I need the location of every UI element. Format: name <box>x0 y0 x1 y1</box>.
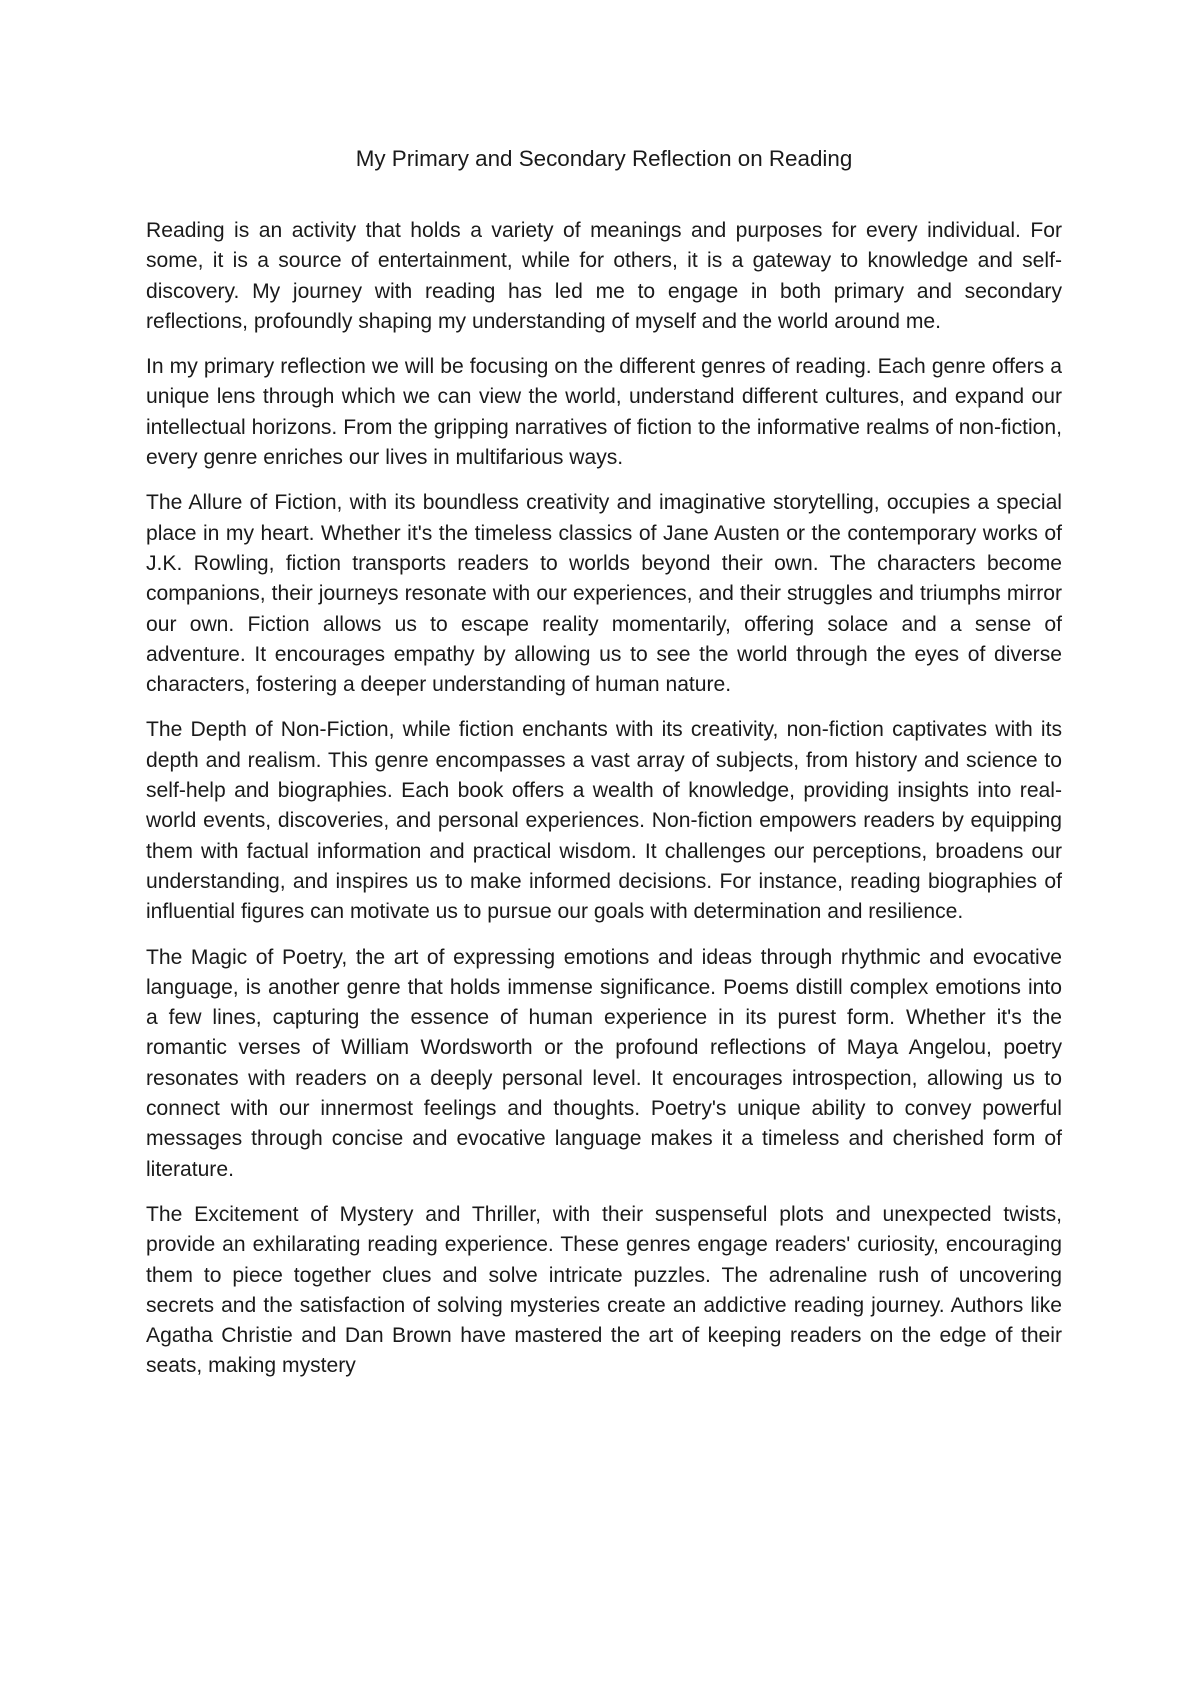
document-title: My Primary and Secondary Reflection on Reading <box>355 146 853 171</box>
paragraph-non-fiction: The Depth of Non-Fiction, while fiction enchants with its creativity, non-fiction captivates with its depth and realism. This genre encompasses a vast array of subjects, from history and science to self-help and biographies. Each book offers a wealth of knowledge, providing insights into real-world events, discoveries, and personal experiences. Non-fiction empowers readers by equipping them with factual information and practical wisdom. It challenges our perceptions, broadens our understanding, and inspires us to make informed decisions. For instance, reading biographies of influential figures can motivate us to pursue our goals with determination and resilience. <box>146 718 1062 924</box>
document-body <box>146 142 1062 1397</box>
paragraph-poetry: The Magic of Poetry, the art of expressing emotions and ideas through rhythmic and evocative language, is another genre that holds immense significance. Poems distill complex emotions into a few lines, capturing the essence of human experience in its purest form. Whether it's the romantic verses of William Wordsworth or the profound reflections of Maya Angelou, poetry resonates with readers on a deeply personal level. It encourages introspection, allowing us to connect with our innermost feelings and thoughts. Poetry's unique ability to convey powerful messages through concise and evocative language makes it a timeless and cherished form of literature. <box>146 945 1062 1181</box>
paragraph-introduction: Reading is an activity that holds a variety of meanings and purposes for every individual. For some, it is a source of entertainment, while for others, it is a gateway to knowledge and self-discovery. My journey with reading has led me to engage in both primary and secondary reflections, profoundly shaping my understanding of myself and the world around me. <box>146 219 1062 333</box>
paragraph-fiction: The Allure of Fiction, with its boundless creativity and imaginative storytelling, occupies a special place in my heart. Whether it's the timeless classics of Jane Austen or the contemporary works of J.K. Rowling, fiction transports readers to worlds beyond their own. The characters become companions, their journeys resonate with our experiences, and their struggles and triumphs mirror our own. Fiction allows us to escape reality momentarily, offering solace and a sense of adventure. It encourages empathy by allowing us to see the world through the eyes of diverse characters, fostering a deeper understanding of human nature. <box>146 491 1062 697</box>
paragraph-primary-reflection: In my primary reflection we will be focusing on the different genres of reading. Each genre offers a unique lens through which we can view the world, understand different cultures, and expand our intellectual horizons. From the gripping narratives of fiction to the informative realms of non-fiction, every genre enriches our lives in multifarious ways. <box>146 355 1062 470</box>
paragraph-mystery-thriller: The Excitement of Mystery and Thriller, with their suspenseful plots and unexpected twists, provide an exhilarating reading experience. These genres engage readers' curiosity, encouraging them to piece together clues and solve intricate puzzles. The adrenaline rush of uncovering secrets and the satisfaction of solving mysteries create an addictive reading journey. Authors like Agatha Christie and Dan Brown have mastered the art of keeping readers on the edge of their seats, making mystery <box>146 1202 1062 1378</box>
